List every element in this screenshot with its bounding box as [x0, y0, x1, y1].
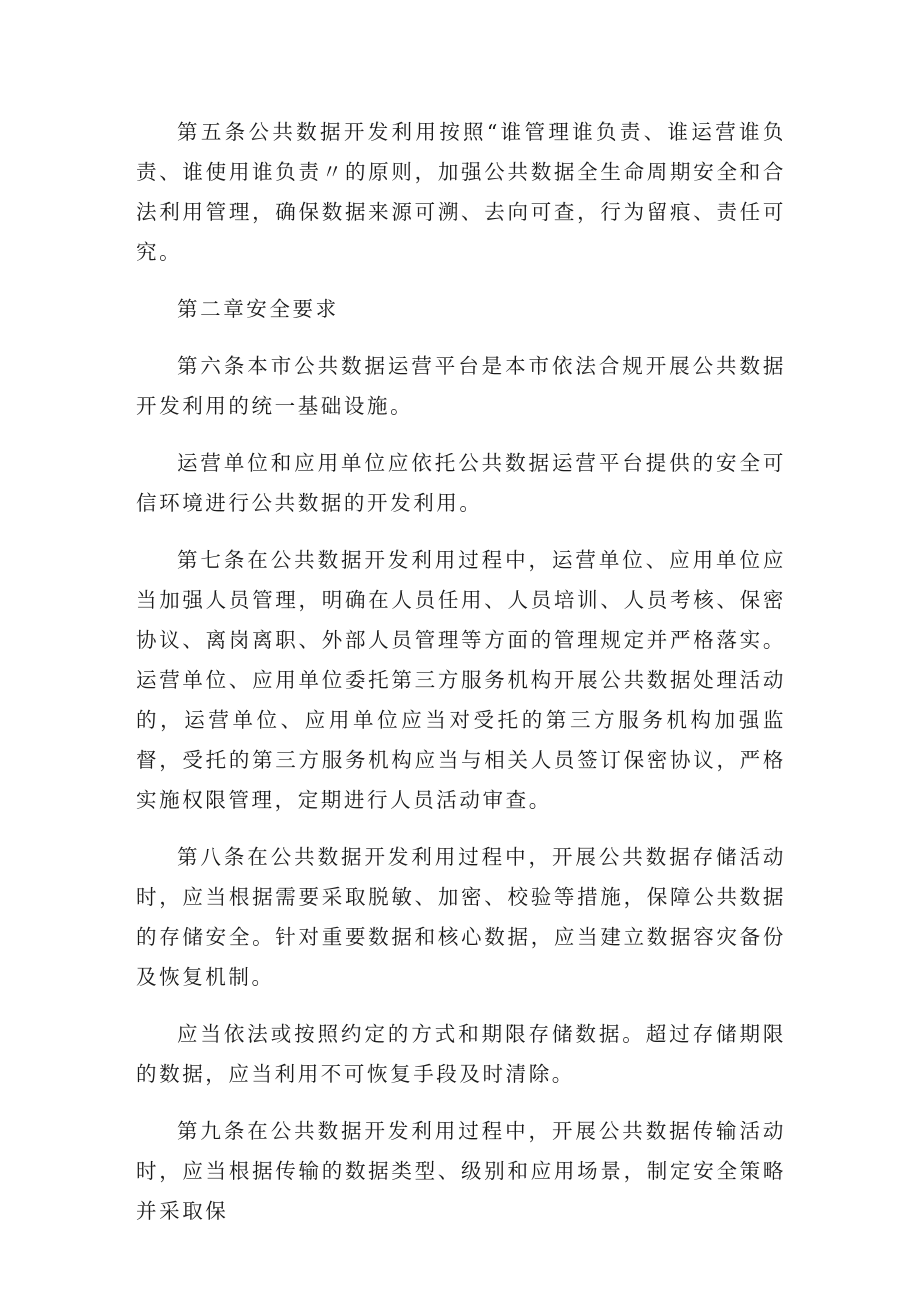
paragraph-article-5: 第五条公共数据开发利用按照“谁管理谁负责、谁运营谁负责、谁使用谁负责〃的原则，加强公共数据全生命周期安全和合法利用管理，确保数据来源可溯、去向可查，行为留痕、责任可究。 [136, 120, 786, 264]
paragraph-article-6-cont: 运营单位和应用单位应依托公共数据运营平台提供的安全可信环境进行公共数据的开发利用。 [136, 451, 786, 515]
paragraph-article-6: 第六条本市公共数据运营平台是本市依法合规开展公共数据开发利用的统一基础设施。 [136, 354, 786, 418]
paragraph-article-7: 第七条在公共数据开发利用过程中，运营单位、应用单位应当加强人员管理，明确在人员任用、人员培训、人员考核、保密协议、离岗离职、外部人员管理等方面的管理规定并严格落实。运营单位、应用单位委托第三方服务机构开展公共数据处理活动的，运营单位、应用单位应当对受托的第三方服务机构加强监督，受托的第三方服务机构应当与相关人员签订保密协议，严格实施权限管理，定期进行人员活动审查。 [136, 548, 786, 812]
paragraph-article-9: 第九条在公共数据开发利用过程中，开展公共数据传输活动时，应当根据传输的数据类型、级别和应用场景，制定安全策略并采取保 [136, 1119, 786, 1223]
paragraph-article-8: 第八条在公共数据开发利用过程中，开展公共数据存储活动时，应当根据需要采取脱敏、加密、校验等措施，保障公共数据的存储安全。针对重要数据和核心数据，应当建立数据容灾备份及恢复机制。 [136, 845, 786, 989]
chapter-heading: 第二章安全要求 [177, 297, 339, 321]
paragraph-article-8-cont: 应当依法或按照约定的方式和期限存储数据。超过存储期限的数据，应当利用不可恢复手段及时清除。 [136, 1022, 786, 1086]
document-body [136, 112, 786, 1248]
